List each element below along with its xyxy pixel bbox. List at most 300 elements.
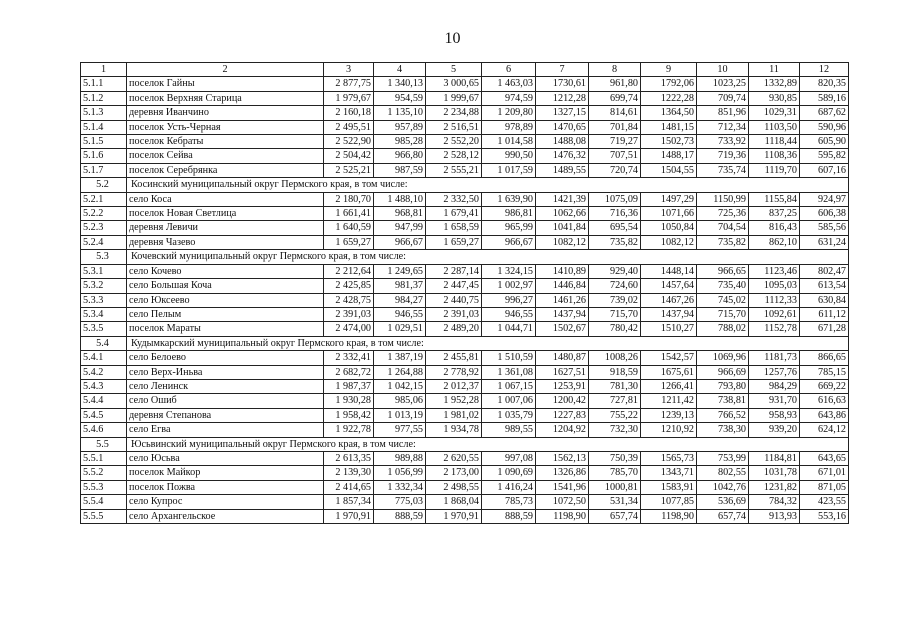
value-cell: 1 658,59: [426, 221, 482, 235]
value-cell: 1071,66: [641, 207, 697, 221]
value-cell: 1 970,91: [426, 509, 482, 523]
table-row: [81, 322, 849, 336]
value-cell: 753,99: [697, 451, 749, 465]
value-cell: 966,65: [697, 264, 749, 278]
value-cell: 1000,81: [589, 480, 641, 494]
value-cell: 1 659,27: [324, 235, 374, 249]
settlement-name: село Юксеево: [127, 293, 324, 307]
value-cell: 1 970,91: [324, 509, 374, 523]
header-row: [81, 63, 849, 77]
table-row: [81, 351, 849, 365]
value-cell: 1488,08: [536, 135, 589, 149]
value-cell: 671,01: [800, 466, 849, 480]
value-cell: 802,55: [697, 466, 749, 480]
section-code: 5.4: [81, 336, 127, 350]
value-cell: 1103,50: [749, 120, 800, 134]
value-cell: 1 014,58: [482, 135, 536, 149]
settlement-name: деревня Левичи: [127, 221, 324, 235]
value-cell: 1 002,97: [482, 279, 536, 293]
value-cell: 1112,33: [749, 293, 800, 307]
value-cell: 1072,50: [536, 495, 589, 509]
value-cell: 1 463,03: [482, 77, 536, 91]
value-cell: 727,81: [589, 394, 641, 408]
value-cell: 888,59: [482, 509, 536, 523]
value-cell: 2 504,42: [324, 149, 374, 163]
row-code: 5.3.4: [81, 307, 127, 321]
settlement-name: поселок Майкор: [127, 466, 324, 480]
row-code: 5.4.6: [81, 423, 127, 437]
value-cell: 589,16: [800, 91, 849, 105]
value-cell: 2 877,75: [324, 77, 374, 91]
value-cell: 605,90: [800, 135, 849, 149]
value-cell: 1 067,15: [482, 379, 536, 393]
value-cell: 739,02: [589, 293, 641, 307]
row-code: 5.2.4: [81, 235, 127, 249]
value-cell: 788,02: [697, 322, 749, 336]
value-cell: 924,97: [800, 192, 849, 206]
value-cell: 1155,84: [749, 192, 800, 206]
section-row: [81, 336, 849, 350]
table-row: [81, 77, 849, 91]
value-cell: 2 287,14: [426, 264, 482, 278]
row-code: 5.3.5: [81, 322, 127, 336]
row-code: 5.2.3: [81, 221, 127, 235]
value-cell: 888,59: [374, 509, 426, 523]
value-cell: 1 981,02: [426, 408, 482, 422]
value-cell: 1 035,79: [482, 408, 536, 422]
table-row: [81, 480, 849, 494]
settlement-name: поселок Сейва: [127, 149, 324, 163]
settlement-name: деревня Чазево: [127, 235, 324, 249]
value-cell: 1489,55: [536, 163, 589, 177]
table-body: [81, 63, 849, 524]
section-title: Кочевский муниципальный округ Пермского края, в том числе:: [127, 250, 849, 264]
value-cell: 2 139,30: [324, 466, 374, 480]
section-row: [81, 178, 849, 192]
value-cell: 785,73: [482, 495, 536, 509]
table-row: [81, 192, 849, 206]
settlement-name: поселок Пожва: [127, 480, 324, 494]
value-cell: 701,84: [589, 120, 641, 134]
value-cell: 738,81: [697, 394, 749, 408]
section-title: Косинский муниципальный округ Пермского края, в том числе:: [127, 178, 849, 192]
settlement-name: село Купрос: [127, 495, 324, 509]
section-row: [81, 437, 849, 451]
row-code: 5.5.1: [81, 451, 127, 465]
value-cell: 1092,61: [749, 307, 800, 321]
row-code: 5.3.1: [81, 264, 127, 278]
table-row: [81, 509, 849, 523]
table-row: [81, 135, 849, 149]
value-cell: 2 555,21: [426, 163, 482, 177]
value-cell: 724,60: [589, 279, 641, 293]
value-cell: 1 007,06: [482, 394, 536, 408]
value-cell: 816,43: [749, 221, 800, 235]
value-cell: 1448,14: [641, 264, 697, 278]
value-cell: 1 488,10: [374, 192, 426, 206]
settlement-name: село Верх-Иньва: [127, 365, 324, 379]
value-cell: 978,89: [482, 120, 536, 134]
value-cell: 2 425,85: [324, 279, 374, 293]
settlement-name: поселок Гайны: [127, 77, 324, 91]
value-cell: 2 447,45: [426, 279, 482, 293]
value-cell: 966,80: [374, 149, 426, 163]
value-cell: 1123,46: [749, 264, 800, 278]
value-cell: 2 528,12: [426, 149, 482, 163]
value-cell: 2 180,70: [324, 192, 374, 206]
value-cell: 989,55: [482, 423, 536, 437]
value-cell: 2 525,21: [324, 163, 374, 177]
value-cell: 735,40: [697, 279, 749, 293]
value-cell: 1 987,37: [324, 379, 374, 393]
table-row: [81, 91, 849, 105]
table-row: [81, 466, 849, 480]
value-cell: 738,30: [697, 423, 749, 437]
row-code: 5.4.4: [81, 394, 127, 408]
value-cell: 1152,78: [749, 322, 800, 336]
tariff-table: [80, 62, 849, 524]
value-cell: 913,93: [749, 509, 800, 523]
value-cell: 947,99: [374, 221, 426, 235]
value-cell: 1 661,41: [324, 207, 374, 221]
value-cell: 1008,26: [589, 351, 641, 365]
value-cell: 1 999,67: [426, 91, 482, 105]
value-cell: 1119,70: [749, 163, 800, 177]
value-cell: 2 682,72: [324, 365, 374, 379]
value-cell: 1502,67: [536, 322, 589, 336]
value-cell: 986,81: [482, 207, 536, 221]
value-cell: 2 391,03: [426, 307, 482, 321]
section-title: Кудымкарский муниципальный округ Пермского края, в том числе:: [127, 336, 849, 350]
table-row: [81, 163, 849, 177]
value-cell: 1480,87: [536, 351, 589, 365]
value-cell: 1730,61: [536, 77, 589, 91]
value-cell: 1 416,24: [482, 480, 536, 494]
column-header: 10: [697, 63, 749, 77]
value-cell: 1184,81: [749, 451, 800, 465]
table-row: [81, 120, 849, 134]
value-cell: 939,20: [749, 423, 800, 437]
settlement-name: деревня Иванчино: [127, 106, 324, 120]
value-cell: 1510,27: [641, 322, 697, 336]
value-cell: 1075,09: [589, 192, 641, 206]
settlement-name: село Юсьва: [127, 451, 324, 465]
value-cell: 946,55: [374, 307, 426, 321]
column-header: 7: [536, 63, 589, 77]
value-cell: 1 209,80: [482, 106, 536, 120]
column-header: 4: [374, 63, 426, 77]
table-row: [81, 451, 849, 465]
row-code: 5.1.7: [81, 163, 127, 177]
column-header: 12: [800, 63, 849, 77]
value-cell: 669,22: [800, 379, 849, 393]
value-cell: 624,12: [800, 423, 849, 437]
value-cell: 1 324,15: [482, 264, 536, 278]
value-cell: 699,74: [589, 91, 641, 105]
value-cell: 1476,32: [536, 149, 589, 163]
value-cell: 2 332,50: [426, 192, 482, 206]
row-code: 5.4.5: [81, 408, 127, 422]
value-cell: 785,15: [800, 365, 849, 379]
value-cell: 862,10: [749, 235, 800, 249]
value-cell: 1502,73: [641, 135, 697, 149]
value-cell: 2 455,81: [426, 351, 482, 365]
table-row: [81, 379, 849, 393]
value-cell: 1029,31: [749, 106, 800, 120]
value-cell: 866,65: [800, 351, 849, 365]
value-cell: 1 044,71: [482, 322, 536, 336]
value-cell: 997,08: [482, 451, 536, 465]
value-cell: 781,30: [589, 379, 641, 393]
value-cell: 871,05: [800, 480, 849, 494]
value-cell: 1 934,78: [426, 423, 482, 437]
value-cell: 766,52: [697, 408, 749, 422]
value-cell: 2 160,18: [324, 106, 374, 120]
value-cell: 1332,89: [749, 77, 800, 91]
value-cell: 1095,03: [749, 279, 800, 293]
value-cell: 965,99: [482, 221, 536, 235]
value-cell: 1 387,19: [374, 351, 426, 365]
table-row: [81, 307, 849, 321]
value-cell: 961,80: [589, 77, 641, 91]
value-cell: 802,47: [800, 264, 849, 278]
value-cell: 2 234,88: [426, 106, 482, 120]
value-cell: 725,36: [697, 207, 749, 221]
value-cell: 1562,13: [536, 451, 589, 465]
section-row: [81, 250, 849, 264]
value-cell: 1 639,90: [482, 192, 536, 206]
value-cell: 707,51: [589, 149, 641, 163]
row-code: 5.5.5: [81, 509, 127, 523]
value-cell: 1541,96: [536, 480, 589, 494]
value-cell: 977,55: [374, 423, 426, 437]
row-code: 5.1.2: [81, 91, 127, 105]
value-cell: 2 489,20: [426, 322, 482, 336]
value-cell: 1421,39: [536, 192, 589, 206]
value-cell: 780,42: [589, 322, 641, 336]
value-cell: 735,82: [697, 235, 749, 249]
column-header: 3: [324, 63, 374, 77]
value-cell: 1050,84: [641, 221, 697, 235]
value-cell: 735,82: [589, 235, 641, 249]
value-cell: 1 090,69: [482, 466, 536, 480]
value-cell: 2 212,64: [324, 264, 374, 278]
value-cell: 2 613,35: [324, 451, 374, 465]
row-code: 5.3.3: [81, 293, 127, 307]
section-code: 5.3: [81, 250, 127, 264]
value-cell: 2 173,00: [426, 466, 482, 480]
value-cell: 657,74: [697, 509, 749, 523]
settlement-name: село Кочево: [127, 264, 324, 278]
value-cell: 974,59: [482, 91, 536, 105]
value-cell: 671,28: [800, 322, 849, 336]
value-cell: 1181,73: [749, 351, 800, 365]
page-number: 10: [444, 30, 461, 47]
value-cell: 1326,86: [536, 466, 589, 480]
value-cell: 984,27: [374, 293, 426, 307]
value-cell: 1082,12: [536, 235, 589, 249]
value-cell: 2 516,51: [426, 120, 482, 134]
value-cell: 2 498,55: [426, 480, 482, 494]
value-cell: 732,30: [589, 423, 641, 437]
table-row: [81, 264, 849, 278]
value-cell: 1457,64: [641, 279, 697, 293]
value-cell: 990,50: [482, 149, 536, 163]
settlement-name: поселок Мараты: [127, 322, 324, 336]
value-cell: 715,70: [697, 307, 749, 321]
table-row: [81, 207, 849, 221]
value-cell: 1 029,51: [374, 322, 426, 336]
value-cell: 1497,29: [641, 192, 697, 206]
settlement-name: село Егва: [127, 423, 324, 437]
value-cell: 1627,51: [536, 365, 589, 379]
table-row: [81, 423, 849, 437]
value-cell: 687,62: [800, 106, 849, 120]
value-cell: 968,81: [374, 207, 426, 221]
value-cell: 2 495,51: [324, 120, 374, 134]
value-cell: 616,63: [800, 394, 849, 408]
value-cell: 745,02: [697, 293, 749, 307]
value-cell: 984,29: [749, 379, 800, 393]
value-cell: 966,67: [374, 235, 426, 249]
value-cell: 1031,78: [749, 466, 800, 480]
value-cell: 1062,66: [536, 207, 589, 221]
value-cell: 1 510,59: [482, 351, 536, 365]
row-code: 5.5.3: [81, 480, 127, 494]
column-header: 9: [641, 63, 697, 77]
value-cell: 1437,94: [536, 307, 589, 321]
value-cell: 1198,90: [641, 509, 697, 523]
value-cell: 1 659,27: [426, 235, 482, 249]
value-cell: 989,88: [374, 451, 426, 465]
table-row: [81, 221, 849, 235]
settlement-name: поселок Усть-Черная: [127, 120, 324, 134]
value-cell: 1023,25: [697, 77, 749, 91]
value-cell: 643,65: [800, 451, 849, 465]
table-row: [81, 394, 849, 408]
settlement-name: поселок Верхняя Старица: [127, 91, 324, 105]
row-code: 5.5.4: [81, 495, 127, 509]
value-cell: 2 012,37: [426, 379, 482, 393]
table-row: [81, 293, 849, 307]
settlement-name: село Белоево: [127, 351, 324, 365]
value-cell: 611,12: [800, 307, 849, 321]
settlement-name: село Большая Коча: [127, 279, 324, 293]
row-code: 5.2.2: [81, 207, 127, 221]
value-cell: 918,59: [589, 365, 641, 379]
settlement-name: село Коса: [127, 192, 324, 206]
table-row: [81, 279, 849, 293]
value-cell: 1 868,04: [426, 495, 482, 509]
value-cell: 966,69: [697, 365, 749, 379]
value-cell: 985,06: [374, 394, 426, 408]
value-cell: 1343,71: [641, 466, 697, 480]
value-cell: 613,54: [800, 279, 849, 293]
value-cell: 2 552,20: [426, 135, 482, 149]
value-cell: 1210,92: [641, 423, 697, 437]
value-cell: 814,61: [589, 106, 641, 120]
value-cell: 1 979,67: [324, 91, 374, 105]
table-row: [81, 149, 849, 163]
value-cell: 531,34: [589, 495, 641, 509]
value-cell: 709,74: [697, 91, 749, 105]
value-cell: 2 620,55: [426, 451, 482, 465]
value-cell: 606,38: [800, 207, 849, 221]
value-cell: 1583,91: [641, 480, 697, 494]
value-cell: 1200,42: [536, 394, 589, 408]
value-cell: 1266,41: [641, 379, 697, 393]
value-cell: 719,36: [697, 149, 749, 163]
value-cell: 981,37: [374, 279, 426, 293]
table-row: [81, 365, 849, 379]
value-cell: 3 000,65: [426, 77, 482, 91]
row-code: 5.1.1: [81, 77, 127, 91]
value-cell: 1470,65: [536, 120, 589, 134]
value-cell: 1253,91: [536, 379, 589, 393]
value-cell: 1461,26: [536, 293, 589, 307]
value-cell: 607,16: [800, 163, 849, 177]
value-cell: 1 340,13: [374, 77, 426, 91]
settlement-name: поселок Кебраты: [127, 135, 324, 149]
value-cell: 2 440,75: [426, 293, 482, 307]
value-cell: 820,35: [800, 77, 849, 91]
row-code: 5.1.3: [81, 106, 127, 120]
value-cell: 837,25: [749, 207, 800, 221]
value-cell: 720,74: [589, 163, 641, 177]
value-cell: 1108,36: [749, 149, 800, 163]
value-cell: 2 414,65: [324, 480, 374, 494]
value-cell: 1504,55: [641, 163, 697, 177]
value-cell: 1082,12: [641, 235, 697, 249]
column-header: 1: [81, 63, 127, 77]
value-cell: 1675,61: [641, 365, 697, 379]
value-cell: 1792,06: [641, 77, 697, 91]
table-row: [81, 495, 849, 509]
value-cell: 1198,90: [536, 509, 589, 523]
row-code: 5.2.1: [81, 192, 127, 206]
value-cell: 1542,57: [641, 351, 697, 365]
value-cell: 1481,15: [641, 120, 697, 134]
value-cell: 553,16: [800, 509, 849, 523]
value-cell: 643,86: [800, 408, 849, 422]
value-cell: 1 958,42: [324, 408, 374, 422]
value-cell: 985,28: [374, 135, 426, 149]
value-cell: 2 332,41: [324, 351, 374, 365]
value-cell: 1222,28: [641, 91, 697, 105]
value-cell: 1 679,41: [426, 207, 482, 221]
value-cell: 2 391,03: [324, 307, 374, 321]
value-cell: 1 332,34: [374, 480, 426, 494]
value-cell: 1 017,59: [482, 163, 536, 177]
settlement-name: поселок Серебрянка: [127, 163, 324, 177]
value-cell: 958,93: [749, 408, 800, 422]
table-row: [81, 408, 849, 422]
value-cell: 954,59: [374, 91, 426, 105]
value-cell: 423,55: [800, 495, 849, 509]
value-cell: 1042,76: [697, 480, 749, 494]
value-cell: 630,84: [800, 293, 849, 307]
value-cell: 590,96: [800, 120, 849, 134]
value-cell: 1211,42: [641, 394, 697, 408]
value-cell: 1 249,65: [374, 264, 426, 278]
value-cell: 2 428,75: [324, 293, 374, 307]
value-cell: 1 930,28: [324, 394, 374, 408]
value-cell: 1 952,28: [426, 394, 482, 408]
value-cell: 793,80: [697, 379, 749, 393]
column-header: 11: [749, 63, 800, 77]
value-cell: 1 922,78: [324, 423, 374, 437]
value-cell: 1 361,08: [482, 365, 536, 379]
